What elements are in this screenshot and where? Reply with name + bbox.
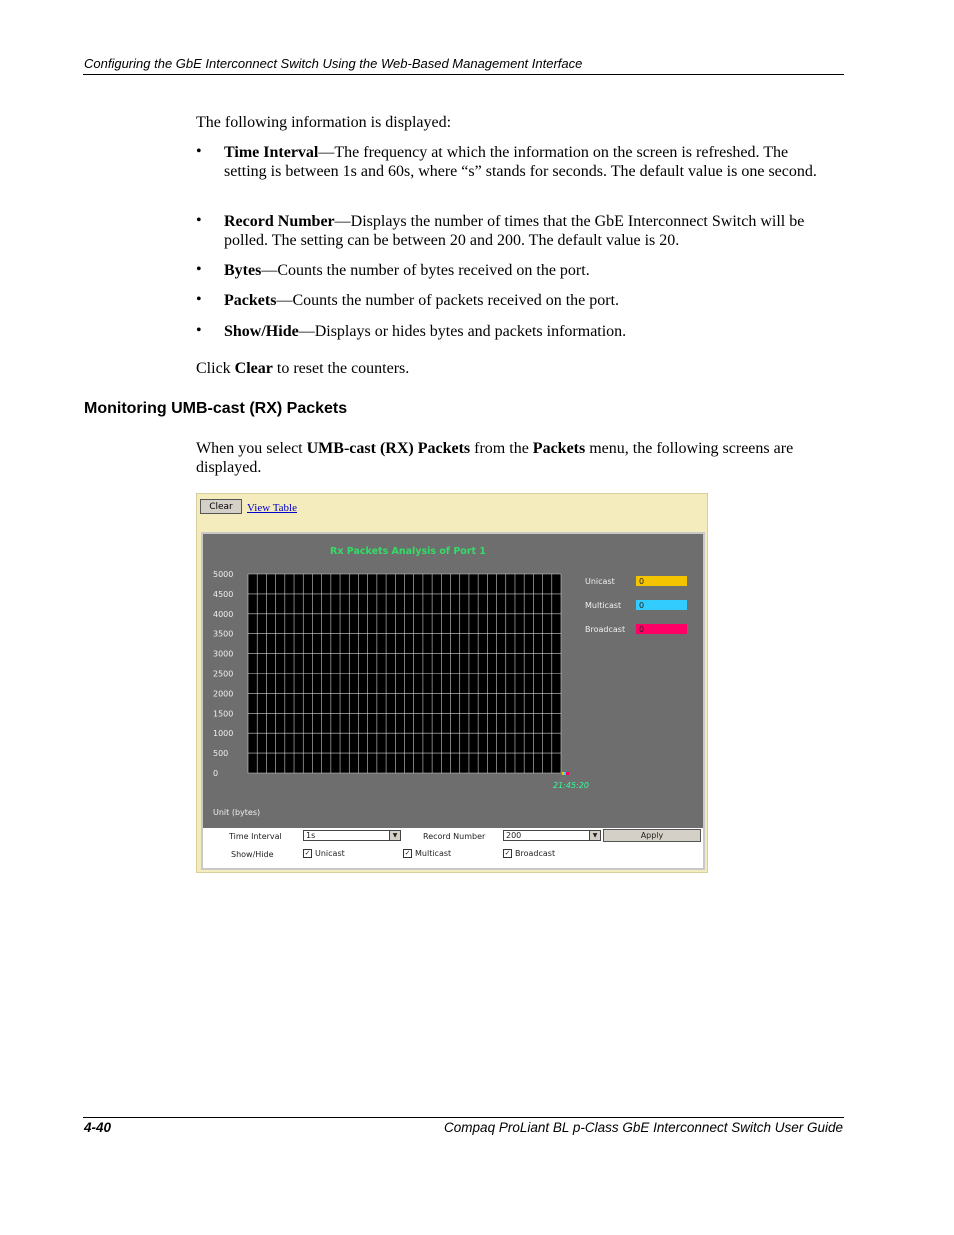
y-tick-label: 2500 [213, 669, 234, 679]
checkbox-label: Broadcast [515, 849, 556, 858]
time-interval-label: Time Interval [229, 832, 282, 841]
text-fragment: to reset the counters. [272, 360, 410, 377]
text-fragment: Click [196, 360, 235, 377]
bullet-desc: —Displays the number of times that the GbE Interconnect Switch will be polled. The setting can be between 20 and 200. The default value is 20. [224, 213, 805, 249]
bullet-term: Time Interval [224, 144, 319, 161]
record-number-label: Record Number [423, 832, 486, 841]
bullet-term: Packets [224, 292, 277, 309]
text-bold: UMB-cast (RX) Packets [306, 440, 471, 457]
y-tick-label: 0 [213, 769, 219, 778]
chevron-down-icon[interactable]: ▼ [389, 831, 400, 840]
running-header: Configuring the GbE Interconnect Switch Using the Web-Based Management Interface [84, 56, 583, 71]
bullet-bytes [224, 261, 834, 280]
bullet-record-number [224, 212, 834, 250]
text-fragment: When you select [196, 440, 307, 457]
legend-value: 0 [639, 625, 645, 634]
y-tick-label: 2000 [213, 689, 234, 699]
section-heading: Monitoring UMB-cast (RX) Packets [84, 400, 348, 417]
checkbox-label: Unicast [315, 849, 345, 858]
bullet-marker: • [196, 291, 202, 308]
chart-panel [201, 532, 705, 832]
y-tick-label: 1500 [213, 709, 234, 719]
multicast-checkbox[interactable] [403, 849, 451, 858]
time-interval-value: 1s [306, 831, 316, 840]
checkmark-icon[interactable]: ✓ [504, 849, 511, 857]
y-axis [213, 570, 233, 778]
bullet-term: Record Number [224, 213, 335, 230]
y-tick-label: 5000 [213, 570, 234, 579]
click-clear-text [196, 359, 409, 378]
bullet-time-interval [224, 143, 834, 181]
bullet-marker: • [196, 212, 202, 229]
text-bold: Packets [532, 440, 586, 457]
y-tick-label: 3500 [213, 629, 234, 639]
bullet-desc: —Counts the number of packets received on the port. [276, 292, 620, 309]
page-number: 4-40 [84, 1120, 112, 1135]
y-tick-label: 500 [213, 749, 229, 759]
intro-text: The following information is displayed: [196, 114, 452, 131]
bullet-desc: —The frequency at which the information on the screen is refreshed. The setting is between 1s and 60s, where “s” stands for seconds. The default value is one second. [224, 144, 817, 180]
chart-title: Rx Packets Analysis of Port 1 [330, 546, 486, 557]
bullet-desc: —Displays or hides bytes and packets information. [298, 323, 627, 340]
bullet-show-hide [224, 322, 834, 341]
control-bar [201, 828, 705, 870]
footer-guide-title: Compaq ProLiant BL p-Class GbE Interconnect Switch User Guide [444, 1120, 843, 1135]
bullet-term: Bytes [224, 262, 262, 279]
y-tick-label: 4000 [213, 609, 234, 619]
checkbox-label: Multicast [415, 849, 452, 858]
apply-button[interactable]: Apply [603, 829, 701, 842]
y-tick-label: 4500 [213, 589, 234, 599]
data-point-broadcast [566, 772, 569, 775]
show-hide-label: Show/Hide [231, 850, 274, 859]
bullet-desc: —Counts the number of bytes received on the port. [261, 262, 590, 279]
bullet-term: Show/Hide [224, 323, 299, 340]
footer-rule [83, 1117, 844, 1118]
checkmark-icon[interactable]: ✓ [304, 849, 311, 857]
section-paragraph [196, 439, 838, 477]
record-number-select[interactable] [503, 830, 601, 841]
time-interval-select[interactable] [303, 830, 401, 841]
bullet-marker: • [196, 322, 202, 339]
checkmark-icon[interactable]: ✓ [404, 849, 411, 857]
header-rule [83, 74, 844, 75]
legend-label: Multicast [585, 601, 622, 610]
unicast-checkbox[interactable] [303, 849, 345, 858]
x-tick-label: 21:45:20 [553, 781, 589, 790]
chevron-down-icon[interactable]: ▼ [589, 831, 600, 840]
clear-button[interactable]: Clear [200, 499, 242, 514]
chart-svg [203, 534, 703, 830]
text-fragment: from the [470, 440, 533, 457]
screenshot-figure [196, 493, 708, 873]
view-table-link[interactable]: View Table [247, 502, 297, 514]
legend [585, 576, 687, 634]
broadcast-checkbox[interactable] [503, 849, 555, 858]
text-bold: Clear [234, 360, 273, 377]
bullet-packets [224, 291, 834, 310]
y-tick-label: 3000 [213, 649, 234, 659]
bullet-marker: • [196, 261, 202, 278]
legend-value: 0 [639, 577, 645, 586]
legend-value: 0 [639, 601, 645, 610]
bullet-marker: • [196, 143, 202, 160]
legend-label: Broadcast [585, 625, 626, 634]
legend-label: Unicast [585, 577, 615, 586]
y-tick-label: 1000 [213, 729, 234, 739]
record-number-value: 200 [506, 831, 522, 840]
text-fragment: menu, the following screens are displayed. [196, 440, 794, 476]
unit-label: Unit (bytes) [213, 808, 261, 817]
